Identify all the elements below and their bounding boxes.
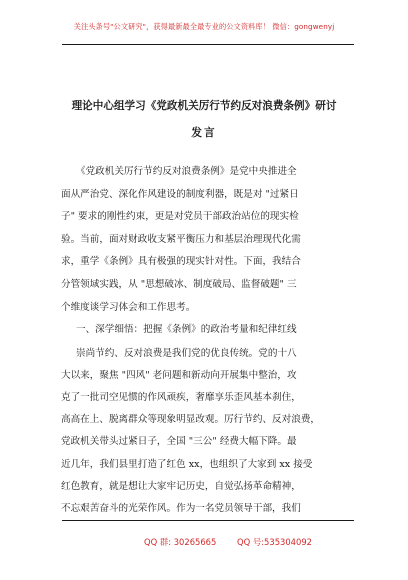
body-line: 高高在上、脱离群众等现象明显改观。厉行节约、反对浪费， [61, 414, 321, 426]
body-line: 《党政机关厉行节约反对浪费条例》是党中央推进全 [76, 166, 297, 177]
body-line: 近几年，我们县里打造了红色 xx，也组织了大家到 xx 接受 [61, 458, 313, 470]
footer-divider [62, 520, 354, 521]
body-line: 党政机关带头过紧日子，全国 "三公" 经费大幅下降。最 [61, 436, 297, 448]
qq-account-number: QQ 号:535304092 [237, 537, 312, 547]
body-line: 分管领域实践，从 "思想破冰、制度破局、监督破题" 三 [61, 279, 297, 290]
page-header-ad: 关注头条号"公文研究"，获得最新最全最专业的公文资料库！ 微信：gongwenyj [73, 22, 335, 31]
header-divider [62, 44, 354, 45]
qq-group-number: QQ 群: 30265665 [144, 537, 217, 547]
body-line: 个维度谈学习体会和工作思考。 [61, 301, 196, 313]
section-heading: 一、深学细悟：把握《条例》的政治考量和纪律红线 [76, 324, 297, 336]
body-line: 面从严治党、深化作风建设的制度利器，既是对 "过紧日 [61, 188, 299, 200]
body-line: 求，重学《条例》具有极强的现实针对性。下面，我结合 [61, 256, 301, 268]
document-title-line-2: 发言 [191, 127, 217, 139]
body-line: 验。当前，面对财政收支紧平衡压力和基层治理现代化需 [61, 233, 301, 245]
body-line: 不忘艰苦奋斗的光荣作风。作为一名党员领导干部，我们 [61, 502, 301, 514]
body-line: 子" 要求的刚性约束，更是对党员干部政治站位的现实检 [61, 211, 299, 223]
body-line: 大以来，聚焦 "四风" 老问题和新动向开展集中整治，攻 [61, 370, 297, 382]
document-title-line-1: 理论中心组学习《党政机关厉行节约反对浪费条例》研讨 [71, 100, 337, 112]
body-line: 克了一批司空见惯的作风顽疾，奢靡享乐歪风基本刹住， [61, 392, 301, 404]
body-line: 崇尚节约、反对浪费是我们党的优良传统。党的十八 [76, 348, 297, 359]
body-line: 红色教育，就是想让大家牢记历史，自觉弘扬革命精神， [61, 480, 301, 492]
page-footer [0, 536, 408, 550]
